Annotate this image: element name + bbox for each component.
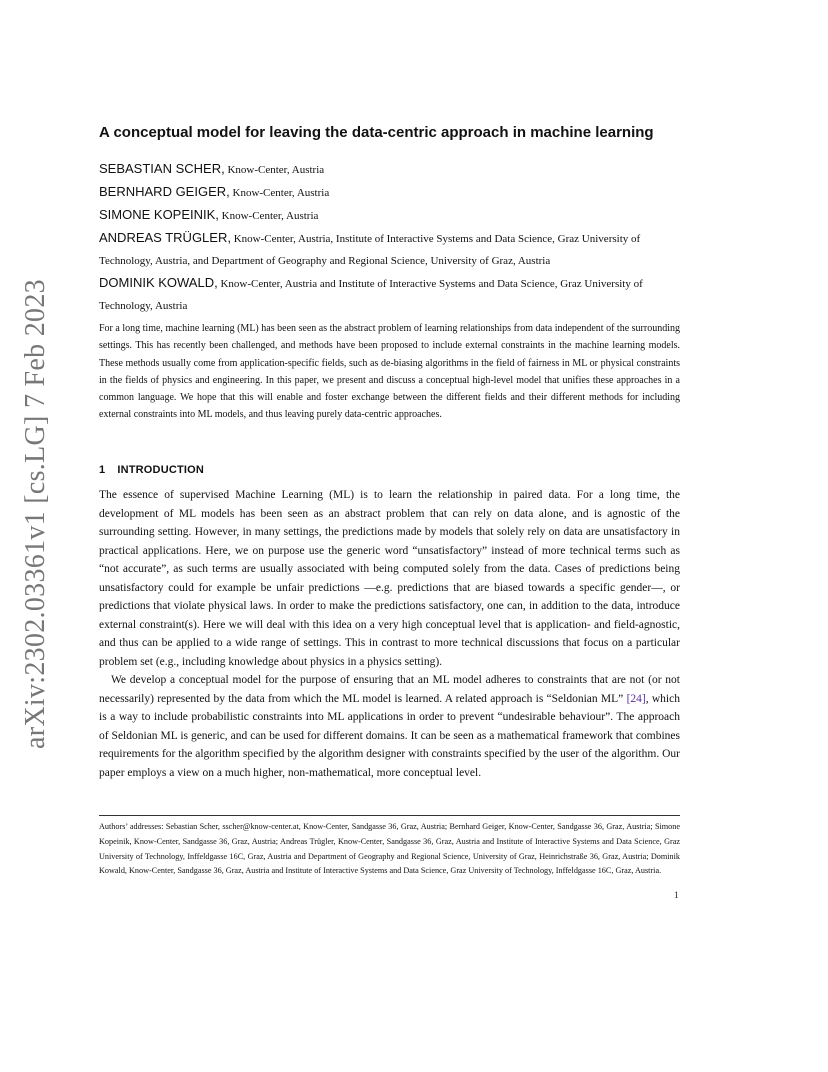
arxiv-stamp: arXiv:2302.03361v1 [cs.LG] 7 Feb 2023 bbox=[20, 279, 51, 749]
author-name: BERNHARD GEIGER, bbox=[99, 184, 230, 199]
citation-link[interactable]: [24] bbox=[626, 692, 646, 705]
paragraph-text: , which is a way to include probabilistic constraints into ML applications in order to prevent “undesirable behaviour”. The approach of Seldonian ML is generic, and can be used for different domains. It can be seen as a mathematical framework that combines requirements for the algorithm specified by the algorithm designer with constraints specified by the user of the algorithm. Our paper employs a view on a much higher, non-mathematical, more conceptual level. bbox=[99, 692, 680, 779]
author-affiliation: Know-Center, Austria bbox=[229, 187, 330, 199]
author-entry bbox=[99, 181, 680, 204]
paragraph-text: We develop a conceptual model for the purpose of ensuring that an ML model adheres to constraints that are not (or not necessarily) represented by the data from which the ML model is learned. A related approach is “Seldonian ML” bbox=[99, 674, 680, 705]
author-entry bbox=[99, 227, 680, 272]
section-number: 1 bbox=[99, 464, 106, 476]
author-affiliation: Know-Center, Austria, Institute of Interactive Systems and Data Science, Graz University of Technology, Austria, and Department of Geography and Regional Science, University of Graz, Austria bbox=[99, 233, 641, 267]
abstract: For a long time, machine learning (ML) has been seen as the abstract problem of learning relationships from data independent of the surrounding settings. This has recently been challenged, and methods have been proposed to include external constraints in the machine learning models. These methods usually come from application-specific fields, such as de-biasing algorithms in the field of fairness in ML or physical constraints in the fields of physics and engineering. In this paper, we present and discuss a conceptual high-level model that unifies these approaches in a common language. We hope that this will enable and foster exchange between the different fields and their different methods for including external constraints into ML models, and thus leaving purely data-centric approaches. bbox=[99, 323, 680, 421]
author-name: SEBASTIAN SCHER, bbox=[99, 161, 225, 176]
paragraph bbox=[99, 671, 680, 782]
author-addresses-footnote: Authors’ addresses: Sebastian Scher, sscher@know-center.at, Know-Center, Sandgasse 36, Graz, Austria; Bernhard Geiger, Know-Center, Sandgasse 36, Graz, Austria; Simone Kopeinik, Know-Center, Sandgasse 36, Graz, Austria; Andreas Trügler, Know-Center, Sandgasse 36, Graz, Austria and Institute of Interactive Systems and Data Science, Graz University of Technology, Inffeldgasse 16C, Graz, Austria and Department of Geography and Regional Science, University of Graz, Heinrichstraße 36, Graz, Austria; Dominik Kowald, Know-Center, Sandgasse 36, Graz, Austria and Institute of Interactive Systems and Data Science, Graz University of Technology, Inffeldgasse 16C, Graz, Austria. bbox=[99, 822, 680, 876]
section-title: INTRODUCTION bbox=[117, 464, 205, 476]
footnote-divider bbox=[99, 815, 680, 816]
author-entry bbox=[99, 204, 680, 227]
author-affiliation: Know-Center, Austria bbox=[218, 210, 319, 222]
author-name: SIMONE KOPEINIK, bbox=[99, 207, 219, 222]
author-name: DOMINIK KOWALD, bbox=[99, 275, 218, 290]
author-affiliation: Know-Center, Austria and Institute of Interactive Systems and Data Science, Graz University of Technology, Austria bbox=[99, 278, 643, 312]
author-list bbox=[99, 158, 680, 317]
paragraph: The essence of supervised Machine Learning (ML) is to learn the relationship in paired data. For a long time, the development of ML models has been seen as an abstract problem that can rely on data alone, and is agnostic of the surrounding setting. However, in many settings, the predictions made by models that solely rely on data are unsatisfactory in practical applications. Here, we on purpose use the generic word “unsatisfactory” instead of more technical terms such as “not accurate”, as such terms are usually associated with being computed solely from the data. Cases of predictions being unsatisfactory could for example be unfair predictions —e.g. predictions that are biased towards a specific gender—, or predictions that violate physical laws. In order to make the predictions satisfactory, one can, in addition to the data, introduce external constraint(s). Here we will deal with this idea on a very high conceptual level that is application- and field-agnostic, and thus can be applied to a wide range of settings. This in contrast to more technical discussions that focus on a particular problem set (e.g., including knowledge about physics in a physics setting). bbox=[99, 489, 680, 668]
author-affiliation: Know-Center, Austria bbox=[224, 164, 325, 176]
page-number: 1 bbox=[674, 890, 679, 900]
author-entry bbox=[99, 272, 680, 317]
author-entry bbox=[99, 158, 680, 181]
paper-title: A conceptual model for leaving the data-centric approach in machine learning bbox=[99, 124, 654, 141]
body-text bbox=[99, 486, 680, 782]
section-heading bbox=[99, 464, 204, 476]
author-name: ANDREAS TRÜGLER, bbox=[99, 230, 231, 245]
